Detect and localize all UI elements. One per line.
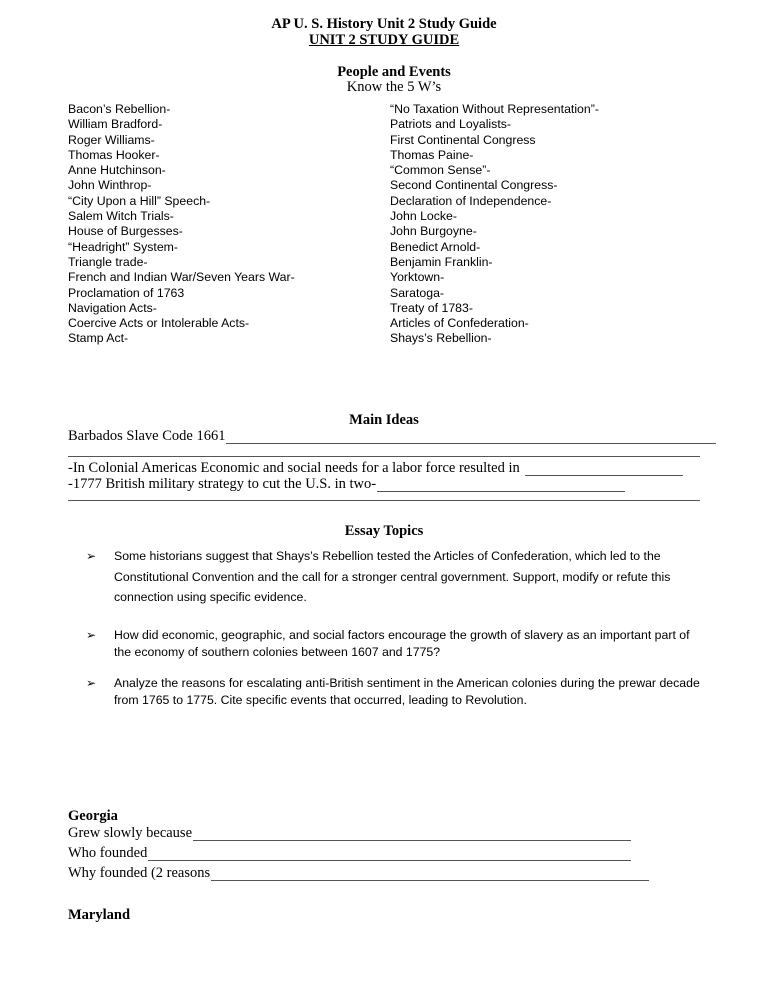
georgia-prompt-label: Who founded [68,845,148,861]
answer-blank[interactable] [226,430,716,444]
subtitle-text: UNIT 2 STUDY GUIDE [308,32,460,48]
essay-topic-item [86,675,706,708]
essay-topic-item [86,546,706,608]
term-item: “City Upon a Hill” Speech- [68,193,211,208]
georgia-heading: Georgia [68,808,118,824]
main-idea-row [68,476,625,492]
term-item: Thomas Hooker- [68,147,160,162]
answer-blank[interactable] [148,847,631,861]
term-item: Coercive Acts or Intolerable Acts- [68,316,250,331]
answer-blank[interactable] [525,462,683,476]
document-title: AP U. S. History Unit 2 Study Guide [271,16,497,32]
answer-blank[interactable] [377,478,625,492]
term-item: Patriots and Loyalists- [390,117,511,132]
term-item: Saratoga- [390,285,445,300]
arrow-bullet-icon: ➢ [86,676,97,690]
term-item: “Headright” System- [68,239,179,254]
term-item: Thomas Paine- [390,147,474,162]
people-events-subheading: Know the 5 W’s [346,79,442,95]
georgia-prompt-row [68,845,631,861]
answer-blank-line[interactable] [68,456,700,457]
essay-topic-text: Some historians suggest that Shays’s Rebellion tested the Articles of Confederation, which led to the Constitutional Convention and the call for a stronger central government. Support, modify or refute this connection using specific evidence. [114,549,671,604]
main-ideas-heading: Main Ideas [349,412,419,428]
essay-topics-heading: Essay Topics [344,523,424,539]
arrow-bullet-icon: ➢ [86,628,97,642]
essay-topic-text: How did economic, geographic, and social factors encourage the growth of slavery as an important part of the economy of southern colonies between 1607 and 1775? [114,628,690,659]
term-item: French and Indian War/Seven Years War- [68,270,295,285]
term-item: Second Continental Congress- [390,178,558,193]
document-subtitle [0,32,768,48]
term-item: Yorktown- [390,270,445,285]
term-item: Benjamin Franklin- [390,254,493,269]
essay-topic-item [86,627,706,660]
term-item: John Locke- [390,209,457,224]
term-item: Declaration of Independence- [390,193,552,208]
term-item: Triangle trade- [68,254,148,269]
main-idea-label: -In Colonial Americas Economic and social needs for a labor force resulted in [68,460,520,476]
term-item: Bacon’s Rebellion- [68,102,171,116]
term-item: “No Taxation Without Representation”- [390,102,599,116]
term-item: Articles of Confederation- [390,316,529,331]
answer-blank[interactable] [193,827,631,841]
term-item: William Bradford- [68,117,163,132]
term-item: Salem Witch Trials- [68,209,174,224]
term-item: “Common Sense”- [390,163,491,178]
answer-blank-line[interactable] [68,500,700,501]
arrow-bullet-icon: ➢ [86,549,97,563]
term-item: Treaty of 1783- [390,300,473,315]
georgia-prompt-label: Grew slowly because [68,825,193,841]
main-idea-label: Barbados Slave Code 1661 [68,428,226,444]
main-idea-label: -1777 British military strategy to cut the U.S. in two- [68,476,377,492]
term-item: Stamp Act- [68,331,129,346]
term-item: House of Burgesses- [68,224,183,239]
term-item: Roger Williams- [68,132,155,147]
people-events-left-column [68,102,295,347]
term-item: John Winthrop- [68,178,152,193]
georgia-prompt-row [68,865,649,881]
term-item: John Burgoyne- [390,224,477,239]
term-item: Shays’s Rebellion- [390,331,492,346]
main-idea-row [68,460,683,476]
term-item: Navigation Acts- [68,300,157,315]
term-item: Anne Hutchinson- [68,163,166,178]
people-events-heading: People and Events [337,64,451,80]
term-item: Proclamation of 1763 [68,285,185,300]
essay-topic-text: Analyze the reasons for escalating anti-British sentiment in the American colonies during the prewar decade from 1765 to 1775. Cite specific events that occurred, leading to Revolution. [114,676,700,707]
term-item: First Continental Congress [390,132,536,147]
maryland-heading: Maryland [68,907,131,923]
georgia-prompt-row [68,825,631,841]
georgia-prompt-label: Why founded (2 reasons [68,865,211,881]
people-events-right-column [390,102,599,347]
term-item: Benedict Arnold- [390,239,481,254]
answer-blank[interactable] [211,867,649,881]
main-idea-row [68,428,716,444]
